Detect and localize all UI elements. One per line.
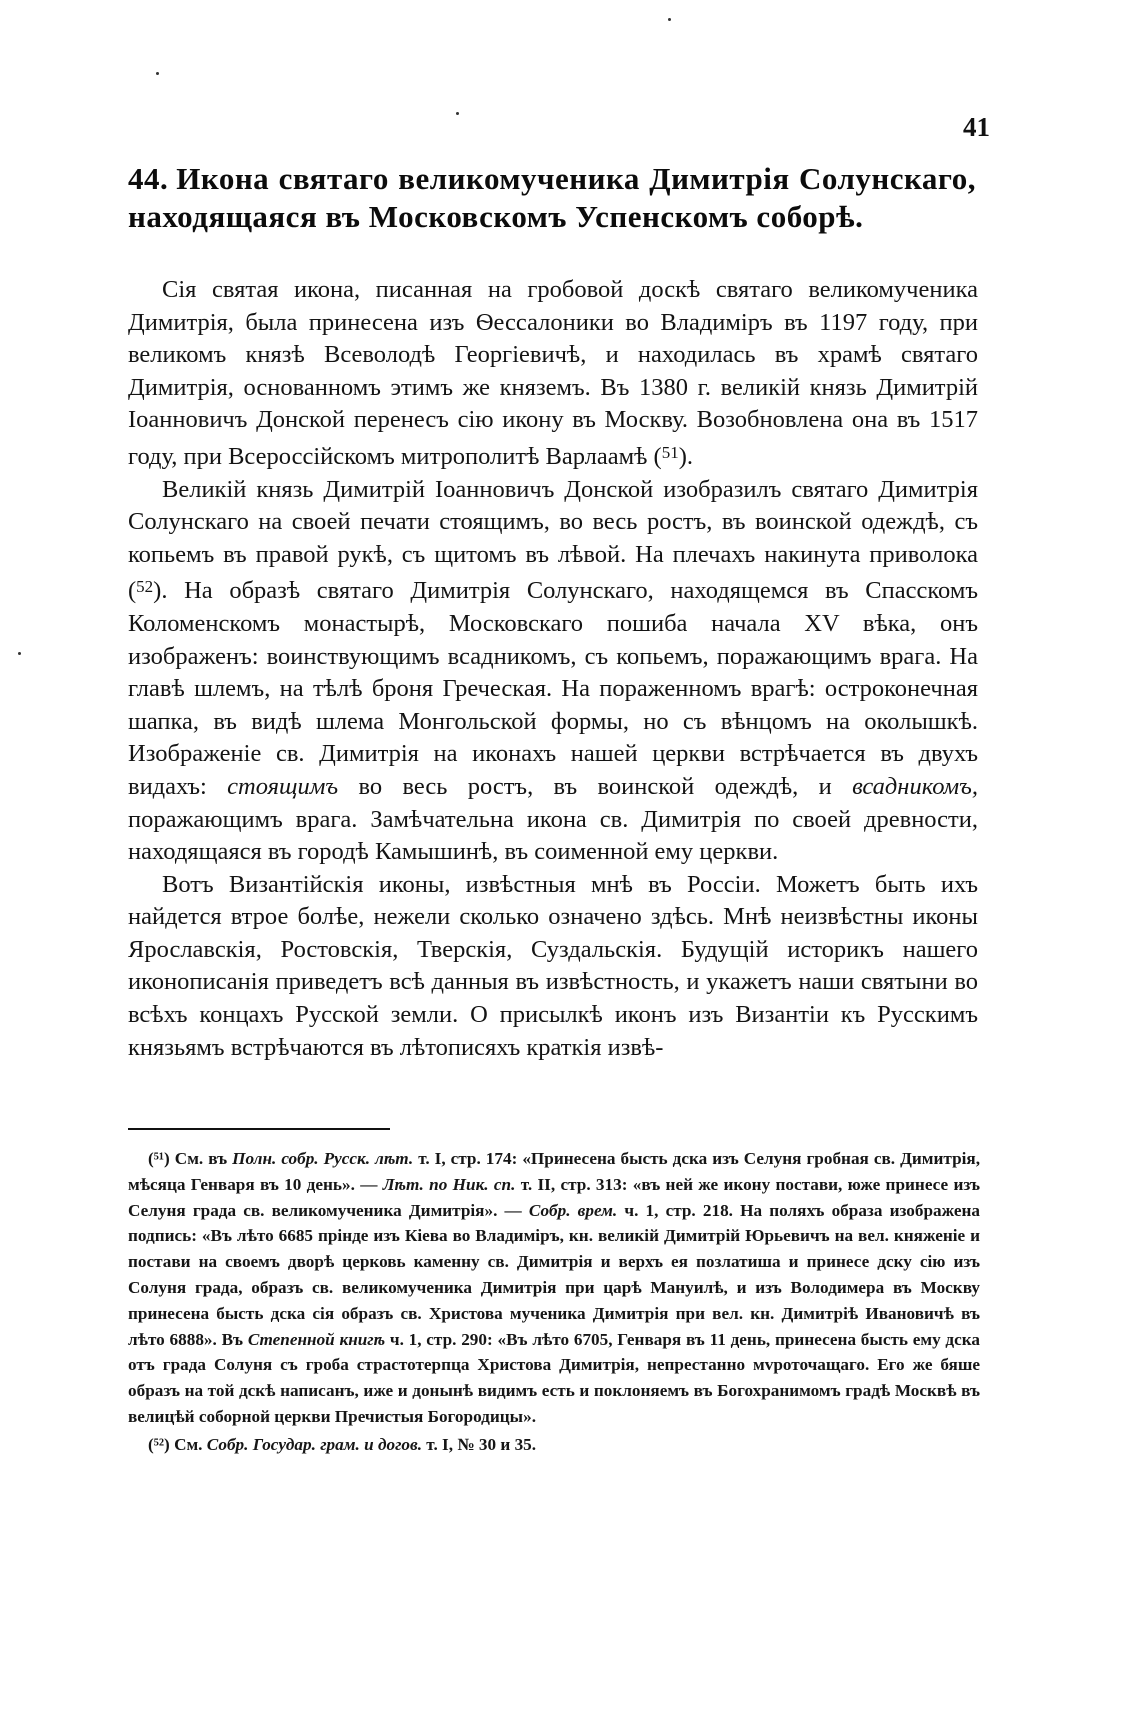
print-speck — [18, 652, 21, 655]
section-heading — [128, 160, 976, 236]
page-number: 41 — [963, 112, 990, 142]
footnote-reference: 51 — [661, 442, 679, 462]
footnote-mark: (⁵²) — [148, 1434, 170, 1454]
footnote: (⁵¹) См. въ Полн. собр. Русск. лѣт. т. I, стр. 174: «Принесена бысть дска изъ Селуня гробная св. Димитрія, мѣсяца Генваря въ 10 день». — Лѣт. по Ник. сп. т. II, стр. 313: «въ ней же икону постави, юже принесе изъ Селуня града св. великомученика Димитрія». — Собр. врем. ч. 1, стр. 218. На поляхъ образа изображена подпись: «Въ лѣто 6685 прінде изъ Кіева во Владиміръ, кн. великій Димитрій Юрьевичъ на вел. княженіе и постави на своемъ дворѣ церковь каменну св. Димитрія и верхъ ея позлатиша и принесе дску сію изъ Солуня града, образъ св. великомученика Димитрія при царѣ Мануилѣ, и изъ Володимера въ Москву принесена бысть дска сія образъ св. Христова мученика Димитрія при вел. кн. Димитріѣ Ивановичѣ въ лѣто 6888». Въ Степенной книгѣ ч. 1, стр. 290: «Въ лѣто 6705, Генваря въ 11 день, принесена бысть ему дска отъ града Солуня съ гроба страстотерпца Христова Димитрія, непрестанно мvроточащаго. Его же бяше образъ на той дскѣ написанъ, иже и донынѣ видимъ есть и поклоняемъ въ Богохранимомъ градѣ Москвѣ въ велицѣй соборной церкви Пречистыя Богородицы». — [128, 1149, 980, 1426]
print-speck — [668, 18, 671, 21]
section-number: 44. — [128, 161, 169, 196]
paragraph: Вотъ Византійскія иконы, извѣстныя мнѣ въ Россіи. Можетъ быть ихъ найдется втрое болѣе, нежели сколько означено здѣсь. Мнѣ неизвѣстны иконы Ярославскія, Ростовскія, Тверскія, Суздальскія. Будущій историкъ нашего иконописанія приведетъ всѣ данныя въ извѣстность, и укажетъ наши святыни во всѣхъ концахъ Русской земли. О присылкѣ иконъ изъ Византіи къ Русскимъ князьямъ встрѣчаются въ лѣтописяхъ краткія извѣ- — [128, 870, 978, 1061]
paragraph: Великій князь Димитрій Іоанновичъ Донской изобразилъ святаго Димитрія Солунскаго на своей печати стоящимъ, во весь ростъ, въ воинской одеждѣ, съ копьемъ въ правой рукѣ, съ щитомъ въ лѣвой. На плечахъ накинута приволока ($^{52}$). На образѣ святаго Димитрія Солунскаго, находящемся въ Спасскомъ Коломенскомъ монастырѣ, Московскаго пошиба начала XV вѣка, онъ изображенъ: воинствующимъ всадникомъ, съ копьемъ, поражающимъ врага. На главѣ шлемъ, на тѣлѣ броня Греческая. На пораженномъ врагѣ: остроконечная шапка, въ видѣ шлема Монгольской формы, но съ вѣнцомъ на околышкѣ. Изображеніе св. Димитрія на иконахъ нашей церкви встрѣчается въ двухъ видахъ: стоящимъ во весь ростъ, въ воинской одеждѣ, и всадникомъ, поражающимъ врага. Замѣчательна икона св. Димитрія по своей древности, находящаяся въ городѣ Камышинѣ, въ соименной ему церкви. — [128, 475, 979, 866]
footnote-mark: (⁵¹) — [148, 1149, 170, 1168]
main-text — [128, 274, 978, 1064]
section-title: Икона святаго великомученика Димитрія Солунскаго, находящаяся въ Московскомъ Успенскомъ соборѣ. — [128, 161, 976, 234]
footnote-divider — [128, 1128, 390, 1130]
print-speck — [456, 112, 459, 115]
footnote-reference: 52 — [136, 577, 154, 597]
paragraph: Сія святая икона, писанная на гробовой доскѣ святаго великомученика Димитрія, была принесена изъ Ѳессалоники во Владиміръ въ 1197 году, при великомъ князѣ Всеволодѣ Георгіевичѣ, и находилась въ храмѣ святаго Димитрія, основанномъ этимъ же княземъ. Въ 1380 г. великій князь Димитрій Іоанновичъ Донской перенесъ сію икону въ Москву. Возобновлена она въ 1517 году, при Всероссійскомъ митрополитѣ Варлаамѣ ($^{51}$). — [128, 276, 978, 470]
italic-term: стоящимъ — [227, 772, 339, 800]
italic-term: всадникомъ, — [852, 772, 979, 800]
print-speck — [156, 72, 159, 75]
footnote: (⁵²) См. Собр. Государ. грам. и догов. т. I, № 30 и 35. — [148, 1434, 537, 1454]
footnotes — [128, 1146, 980, 1458]
